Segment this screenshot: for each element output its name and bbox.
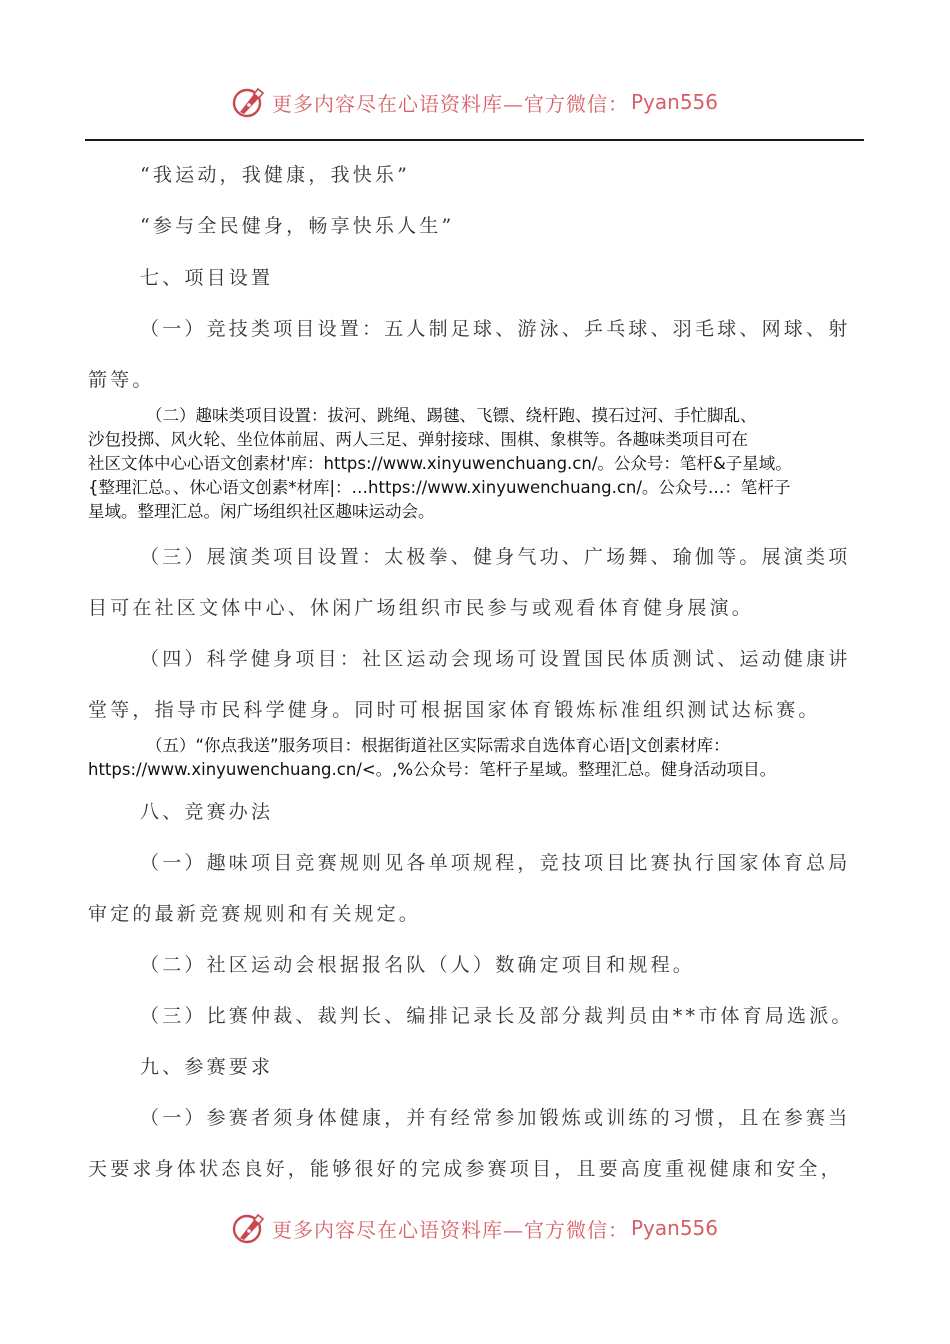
slogan-line-1: “我运动，我健康，我快乐” [140,164,411,186]
paragraph-line: 目可在社区文体中心、休闲广场组织市民参与或观看体育健身展演。 [88,597,755,619]
paragraph-line: （一）趣味项目竞赛规则见各单项规程，竞技项目比赛执行国家体育总局 [140,852,851,874]
banner-text: 更多内容尽在心语资料库—官方微信： [271,91,629,116]
paragraph-line: {整理汇总。、休心语文创素*材库|：…https://www.xinyuwenchuang.cn/。公众号…：笔杆子 [88,478,791,497]
paragraph-line: （一）参赛者须身体健康，并有经常参加锻炼或训练的习惯，且在参赛当 [140,1107,851,1129]
header-divider [85,139,864,141]
dense-paragraph-2 [88,404,863,524]
slogan-line-2: “参与全民健身，畅享快乐人生” [140,215,455,237]
paragraph-line: https://www.xinyuwenchuang.cn/<。,%公众号：笔杆子星域。整理汇总。健身活动项目。 [88,760,777,779]
pen-nib-logo-icon [232,1211,266,1245]
dense-paragraph-5 [88,734,863,782]
paragraph-line: 星域。整理汇总。闲广场组织社区趣味运动会。 [88,502,435,521]
paragraph-line: 社区文体中心心语文创素材'库：https://www.xinyuwenchuang.cn/。公众号：笔杆&子星域。 [88,454,792,473]
paragraph-line: 审定的最新竞赛规则和有关规定。 [88,903,422,925]
paragraph-line: （一）竞技类项目设置：五人制足球、游泳、乒乓球、羽毛球、网球、射 [140,318,851,340]
banner-wechat-id: Pyan556 [630,90,718,114]
banner-wechat-id: Pyan556 [630,1216,718,1240]
paragraph-line: （四）科学健身项目：社区运动会现场可设置国民体质测试、运动健康讲 [140,648,851,670]
paragraph-line: （五）“你点我送”服务项目：根据街道社区实际需求自选体育心语|文创素材库： [146,736,730,755]
header-banner [0,82,950,122]
paragraph-line: 天要求身体状态良好，能够很好的完成参赛项目，且要高度重视健康和安全， [88,1158,843,1180]
paragraph-line: （二）社区运动会根据报名队（人）数确定项目和规程。 [140,954,696,976]
section-heading-7: 七、项目设置 [140,267,274,289]
paragraph-line: 箭等。 [88,369,155,391]
paragraph-line: （二）趣味类项目设置：拔河、跳绳、踢毽、飞镖、绕杆跑、摸石过河、手忙脚乱、 [146,406,757,425]
paragraph-line: （三）展演类项目设置：太极拳、健身气功、广场舞、瑜伽等。展演类项 [140,546,851,568]
banner-text: 更多内容尽在心语资料库—官方微信： [271,1217,629,1242]
pen-nib-logo-icon [232,85,266,119]
section-heading-9: 九、参赛要求 [140,1056,274,1078]
footer-banner [0,1208,950,1248]
section-heading-8: 八、竞赛办法 [140,801,274,823]
paragraph-line: （三）比赛仲裁、裁判长、编排记录长及部分裁判员由**市体育局选派。 [140,1005,854,1027]
paragraph-line: 沙包投掷、风火轮、坐位体前屈、两人三足、弹射接球、围棋、象棋等。各趣味类项目可在 [88,430,748,449]
paragraph-line: 堂等，指导市民科学健身。同时可根据国家体育锻炼标准组织测试达标赛。 [88,699,821,721]
